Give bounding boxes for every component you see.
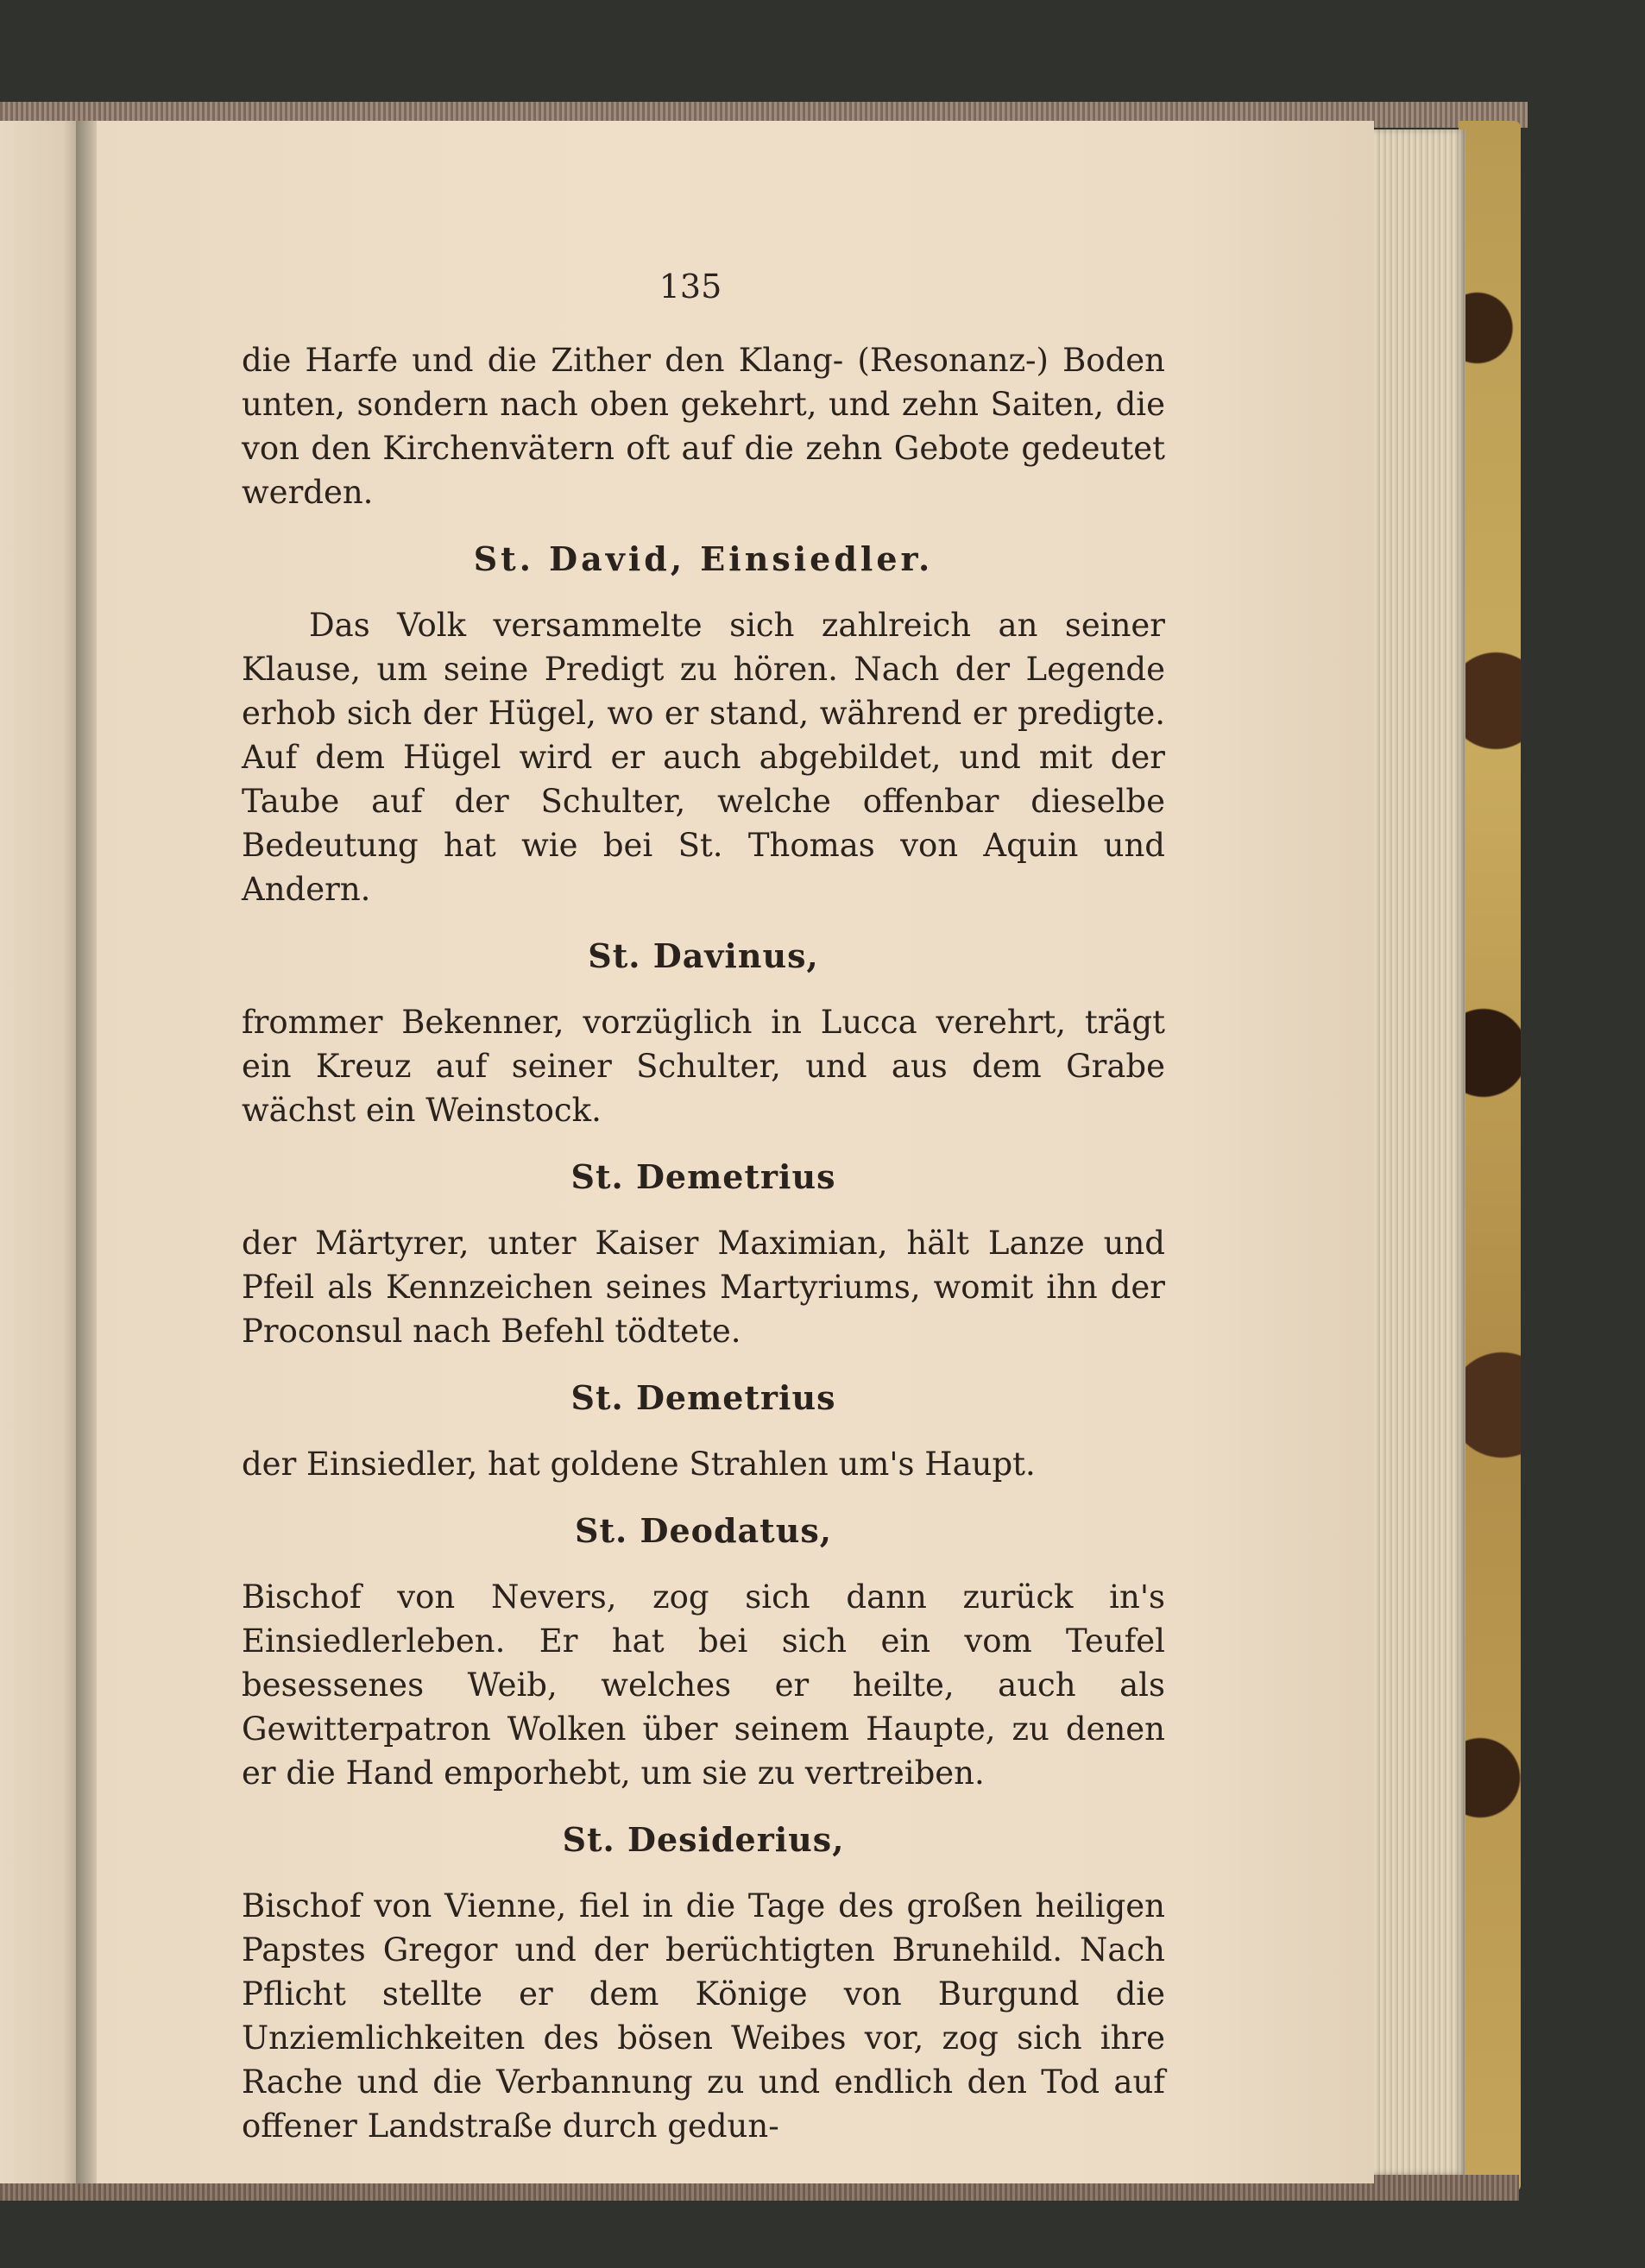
- entry-heading-st-demetrius-hermit: St. Demetrius: [570, 1378, 836, 1417]
- entry-heading-st-demetrius-martyr: St. Demetrius: [570, 1157, 836, 1196]
- entry-heading-st-david: St. David, Einsiedler.: [473, 539, 934, 578]
- paragraph-st-deodatus: Bischof von Nevers, zog sich dann zurück in's Einsiedlerleben. Er hat bei sich ein vom Teufel besessenes Weib, welches er heilte, auch als Gewitterpatron Wolken über seinem Haupte, zu denen er die Hand emporhebt, um sie zu vertreiben.: [242, 1578, 1165, 1792]
- book-cover-marbled: [1459, 121, 1521, 2192]
- paragraph-st-demetrius-martyr: der Märtyrer, unter Kaiser Maximian, hält Lanze und Pfeil als Kennzeichen seines Martyriums, womit ihn der Proconsul nach Befehl tödtete.: [242, 1225, 1165, 1350]
- left-page: [0, 121, 79, 2183]
- paragraph-st-demetrius-hermit: der Einsiedler, hat goldene Strahlen um's Haupt.: [242, 1446, 1036, 1483]
- entry-heading-st-davinus: St. Davinus,: [588, 936, 819, 975]
- entry-heading-st-deodatus: St. Deodatus,: [575, 1511, 832, 1550]
- paragraph-continuation: die Harfe und die Zither den Klang- (Resonanz-) Boden unten, sondern nach oben gekehrt, und zehn Saiten, die von den Kirchenvätern oft auf die zehn Gebote gedeutet werden.: [242, 342, 1165, 511]
- page-text-block: [242, 338, 1165, 2148]
- entry-heading-st-desiderius: St. Desiderius,: [562, 1820, 845, 1859]
- paragraph-st-davinus: frommer Bekenner, vorzüglich in Lucca verehrt, trägt ein Kreuz auf seiner Schulter, und aus dem Grabe wächst ein Weinstock.: [242, 1004, 1165, 1129]
- paragraph-st-desiderius: Bischof von Vienne, fiel in die Tage des großen heiligen Papstes Gregor und der berüchtigten Brunehild. Nach Pflicht stellte er dem Könige von Burgund die Unziemlichkeiten des bösen Weibes vor, zog sich ihre Rache und die Verbannung zu und endlich den Tod auf offener Landstraße durch gedun-: [242, 1887, 1165, 2145]
- paragraph-st-david: Das Volk versammelte sich zahlreich an seiner Klause, um seine Predigt zu hören. Nach der Legende erhob sich der Hügel, wo er stand, während er predigte. Auf dem Hügel wird er auch abgebildet, und mit der Taube auf der Schulter, welche offenbar dieselbe Bedeutung hat wie bei St. Thomas von Aquin und Andern.: [242, 607, 1165, 908]
- page-number: 135: [659, 268, 722, 306]
- page-edges: [1371, 129, 1465, 2175]
